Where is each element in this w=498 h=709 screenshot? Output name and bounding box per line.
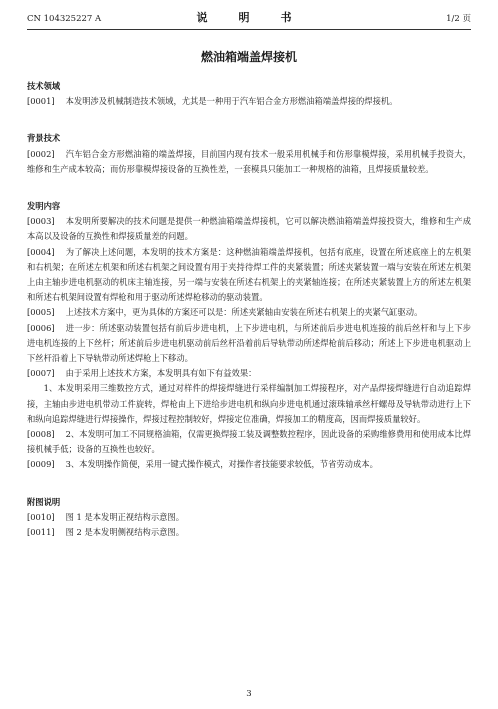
paragraph-number: [0007] [27, 368, 55, 379]
paragraph-number: [0011] [27, 527, 55, 538]
paragraph-text: 图 2 是本发明侧视结构示意图。 [65, 527, 185, 538]
page-number: 3 [246, 689, 252, 699]
paragraph-0001 [27, 94, 471, 109]
document-title: 燃油箱端盖焊接机 [200, 50, 297, 64]
paragraph-number: [0005] [27, 307, 55, 318]
paragraph-text: 上述技术方案中，更为具体的方案还可以是：所述夹紧轴由安装在所述右机架上的夹紧气缸驱动。 [65, 307, 423, 318]
section-heading-background: 背景技术 [27, 133, 61, 144]
paragraph-number: [0002] [27, 148, 55, 159]
doc-type: 说 明 书 [196, 11, 302, 24]
paragraph-text: 本发明所要解决的技术问题是提供一种燃油箱端盖焊接机，它可以解决燃油箱端盖焊接投资大，维修和生产成本高以及设备的互换性和焊接质量差的问题。 [27, 216, 471, 242]
paragraph-0011 [27, 525, 471, 540]
page-indicator: 1/2 页 [446, 14, 471, 24]
paragraph-number: [0008] [27, 429, 55, 440]
paragraph-number: [0001] [27, 96, 55, 107]
paragraph-benefit-1 [27, 381, 471, 427]
paragraph-text: 为了解决上述问题，本发明的技术方案是：这种燃油箱端盖焊接机，包括有底座，设置在所述底座上的左机架和右机架；在所述左机架和所述右机架之间设置有用于夹持待焊工件的夹紧装置；所述夹紧装置一端与安装在所述左机架上由主轴步进电机驱动的机床主轴连接，另一端与安装在所述右机架上的夹紧轴连接；在所述夹紧装置上方的所述左机架和所述右机架间设置有焊枪和用于驱动所述焊枪移动的驱动装置。 [27, 246, 471, 303]
paragraph-0007 [27, 366, 471, 381]
paragraph-number: [0006] [27, 322, 55, 333]
paragraph-0002 [27, 147, 471, 177]
paragraph-0005 [27, 305, 471, 320]
section-heading-summary: 发明内容 [27, 201, 61, 212]
paragraph-0004 [27, 245, 471, 306]
paragraph-text: 2、本发明可加工不同规格油箱，仅需更换焊接工装及调整数控程序，因此设备的采购维修费用和使用成本比焊接机械手低；设备的互换性也较好。 [27, 429, 471, 455]
paragraph-text: 1、本发明采用三维数控方式，通过对样件的焊接焊缝进行采样编制加工焊接程序，对产品焊接焊缝进行自动追踪焊接，主轴由步进电机带动工件旋转，焊枪由上下进给步进电机和纵向步进电机通过滚珠轴承丝杆螺母及导轨带动进行上下和纵向追踪焊缝进行焊接操作，焊接过程控制较好，焊接定位准确，焊接加工的精度高，因而焊接质量较好。 [27, 383, 471, 424]
paragraph-0003 [27, 214, 471, 244]
header-divider [27, 29, 471, 30]
paragraph-0009 [27, 457, 471, 472]
section-heading-drawings: 附图说明 [27, 496, 61, 507]
document-body [27, 79, 471, 540]
doc-number: CN 104325227 A [27, 14, 102, 24]
paragraph-number: [0009] [27, 459, 55, 470]
paragraph-text: 进一步：所述驱动装置包括有前后步进电机，上下步进电机，与所述前后步进电机连接的前后丝杆和与上下步进电机连接的上下丝杆；所述前后步进电机驱动前后丝杆沿着前后导轨带动所述焊枪前后移动；所述上下步进电机驱动上下丝杆沿着上下导轨带动所述焊枪上下移动。 [27, 322, 471, 364]
paragraph-text: 3、本发明操作简便，采用一键式操作模式，对操作者技能要求较低，节省劳动成本。 [65, 459, 378, 470]
paragraph-text: 由于采用上述技术方案，本发明具有如下有益效果： [65, 368, 257, 379]
paragraph-text: 汽车铝合金方形燃油箱的端盖焊接，目前国内现有技术一般采用机械手和仿形靠模焊接，采用机械手投资大，维修和生产成本较高；而仿形靠模焊接设备的互换性差，一套模具只能加工一种规格的油箱，且焊接质量较差。 [27, 148, 471, 174]
paragraph-number: [0010] [27, 511, 55, 522]
paragraph-0006 [27, 321, 471, 367]
paragraph-text: 图 1 是本发明正视结构示意图。 [65, 511, 185, 522]
paragraph-number: [0004] [27, 246, 55, 257]
page-header [27, 10, 471, 28]
section-heading-tech-field: 技术领域 [27, 81, 61, 91]
paragraph-0008 [27, 427, 471, 457]
paragraph-number: [0003] [27, 216, 55, 227]
paragraph-text: 本发明涉及机械制造技术领域，尤其是一种用于汽车铝合金方形燃油箱端盖焊接的焊接机。 [65, 96, 398, 107]
paragraph-0010 [27, 510, 471, 525]
